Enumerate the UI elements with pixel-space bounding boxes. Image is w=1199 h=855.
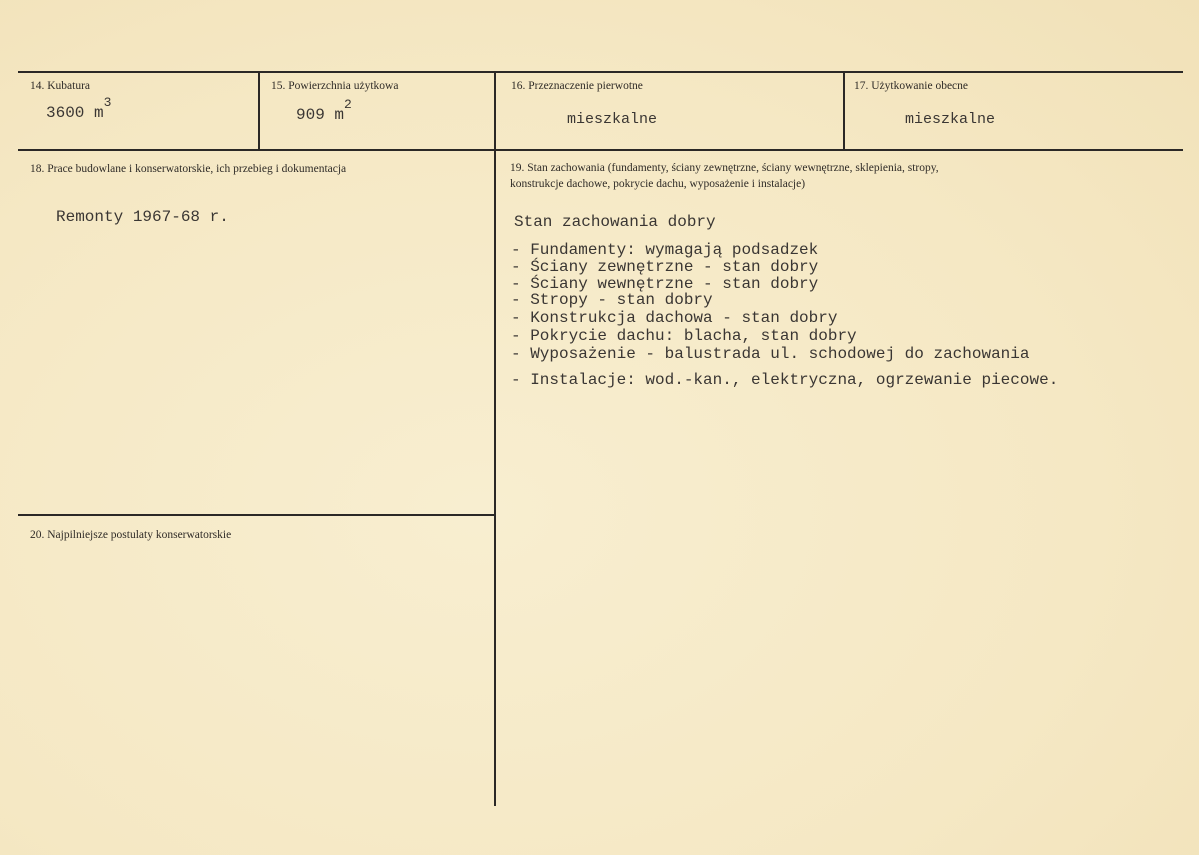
- stan-item: - Instalacje: wod.-kan., elektryczna, ogrzewanie piecowe.: [511, 371, 1059, 389]
- stan-item: - Wyposażenie - balustrada ul. schodowej do zachowania: [511, 345, 1030, 363]
- prace-label: 18. Prace budowlane i konserwatorskie, ich przebieg i dokumentacja: [30, 163, 347, 175]
- stan-label-line2: konstrukcje dachowe, pokrycie dachu, wyposażenie i instalacje): [510, 178, 806, 190]
- przeznaczenie-value: mieszkalne: [567, 111, 658, 128]
- stan-summary: Stan zachowania dobry: [514, 213, 716, 231]
- stan-label-line1: 19. Stan zachowania (fundamenty, ściany zewnętrzne, ściany wewnętrzne, sklepienia, stropy,: [510, 162, 939, 174]
- stan-item: - Konstrukcja dachowa - stan dobry: [511, 309, 838, 327]
- powierzchnia-value: [296, 97, 352, 124]
- powierzchnia-label: 15. Powierzchnia użytkowa: [271, 80, 399, 92]
- uzytkowanie-value: mieszkalne: [905, 111, 996, 128]
- powierzchnia-number: 909 m: [296, 106, 345, 124]
- stan-item: - Ściany zewnętrzne - stan dobry: [511, 258, 819, 276]
- kubatura-exponent: 3: [103, 95, 112, 110]
- kubatura-label: 14. Kubatura: [30, 80, 91, 92]
- kubatura-number: 3600 m: [46, 104, 104, 122]
- stan-item: - Ściany wewnętrzne - stan dobry: [511, 275, 819, 293]
- postulaty-label: 20. Najpilniejsze postulaty konserwatorskie: [30, 529, 232, 541]
- prace-value: Remonty 1967-68 r.: [56, 208, 229, 226]
- przeznaczenie-label: 16. Przeznaczenie pierwotne: [511, 80, 643, 92]
- kubatura-value: [46, 95, 112, 122]
- stan-item: - Pokrycie dachu: blacha, stan dobry: [511, 327, 857, 345]
- divider-16-17: [843, 73, 845, 149]
- uzytkowanie-label: 17. Użytkowanie obecne: [854, 80, 969, 92]
- left-column-rule: [18, 514, 494, 516]
- top-rule: [18, 71, 1183, 73]
- row-rule: [18, 149, 1183, 151]
- powierzchnia-exponent: 2: [344, 97, 352, 112]
- stan-item: - Stropy - stan dobry: [511, 291, 713, 309]
- stan-item: - Fundamenty: wymagają podsadzek: [511, 241, 819, 259]
- divider-14-15: [258, 73, 260, 149]
- divider-15-16: [494, 73, 496, 806]
